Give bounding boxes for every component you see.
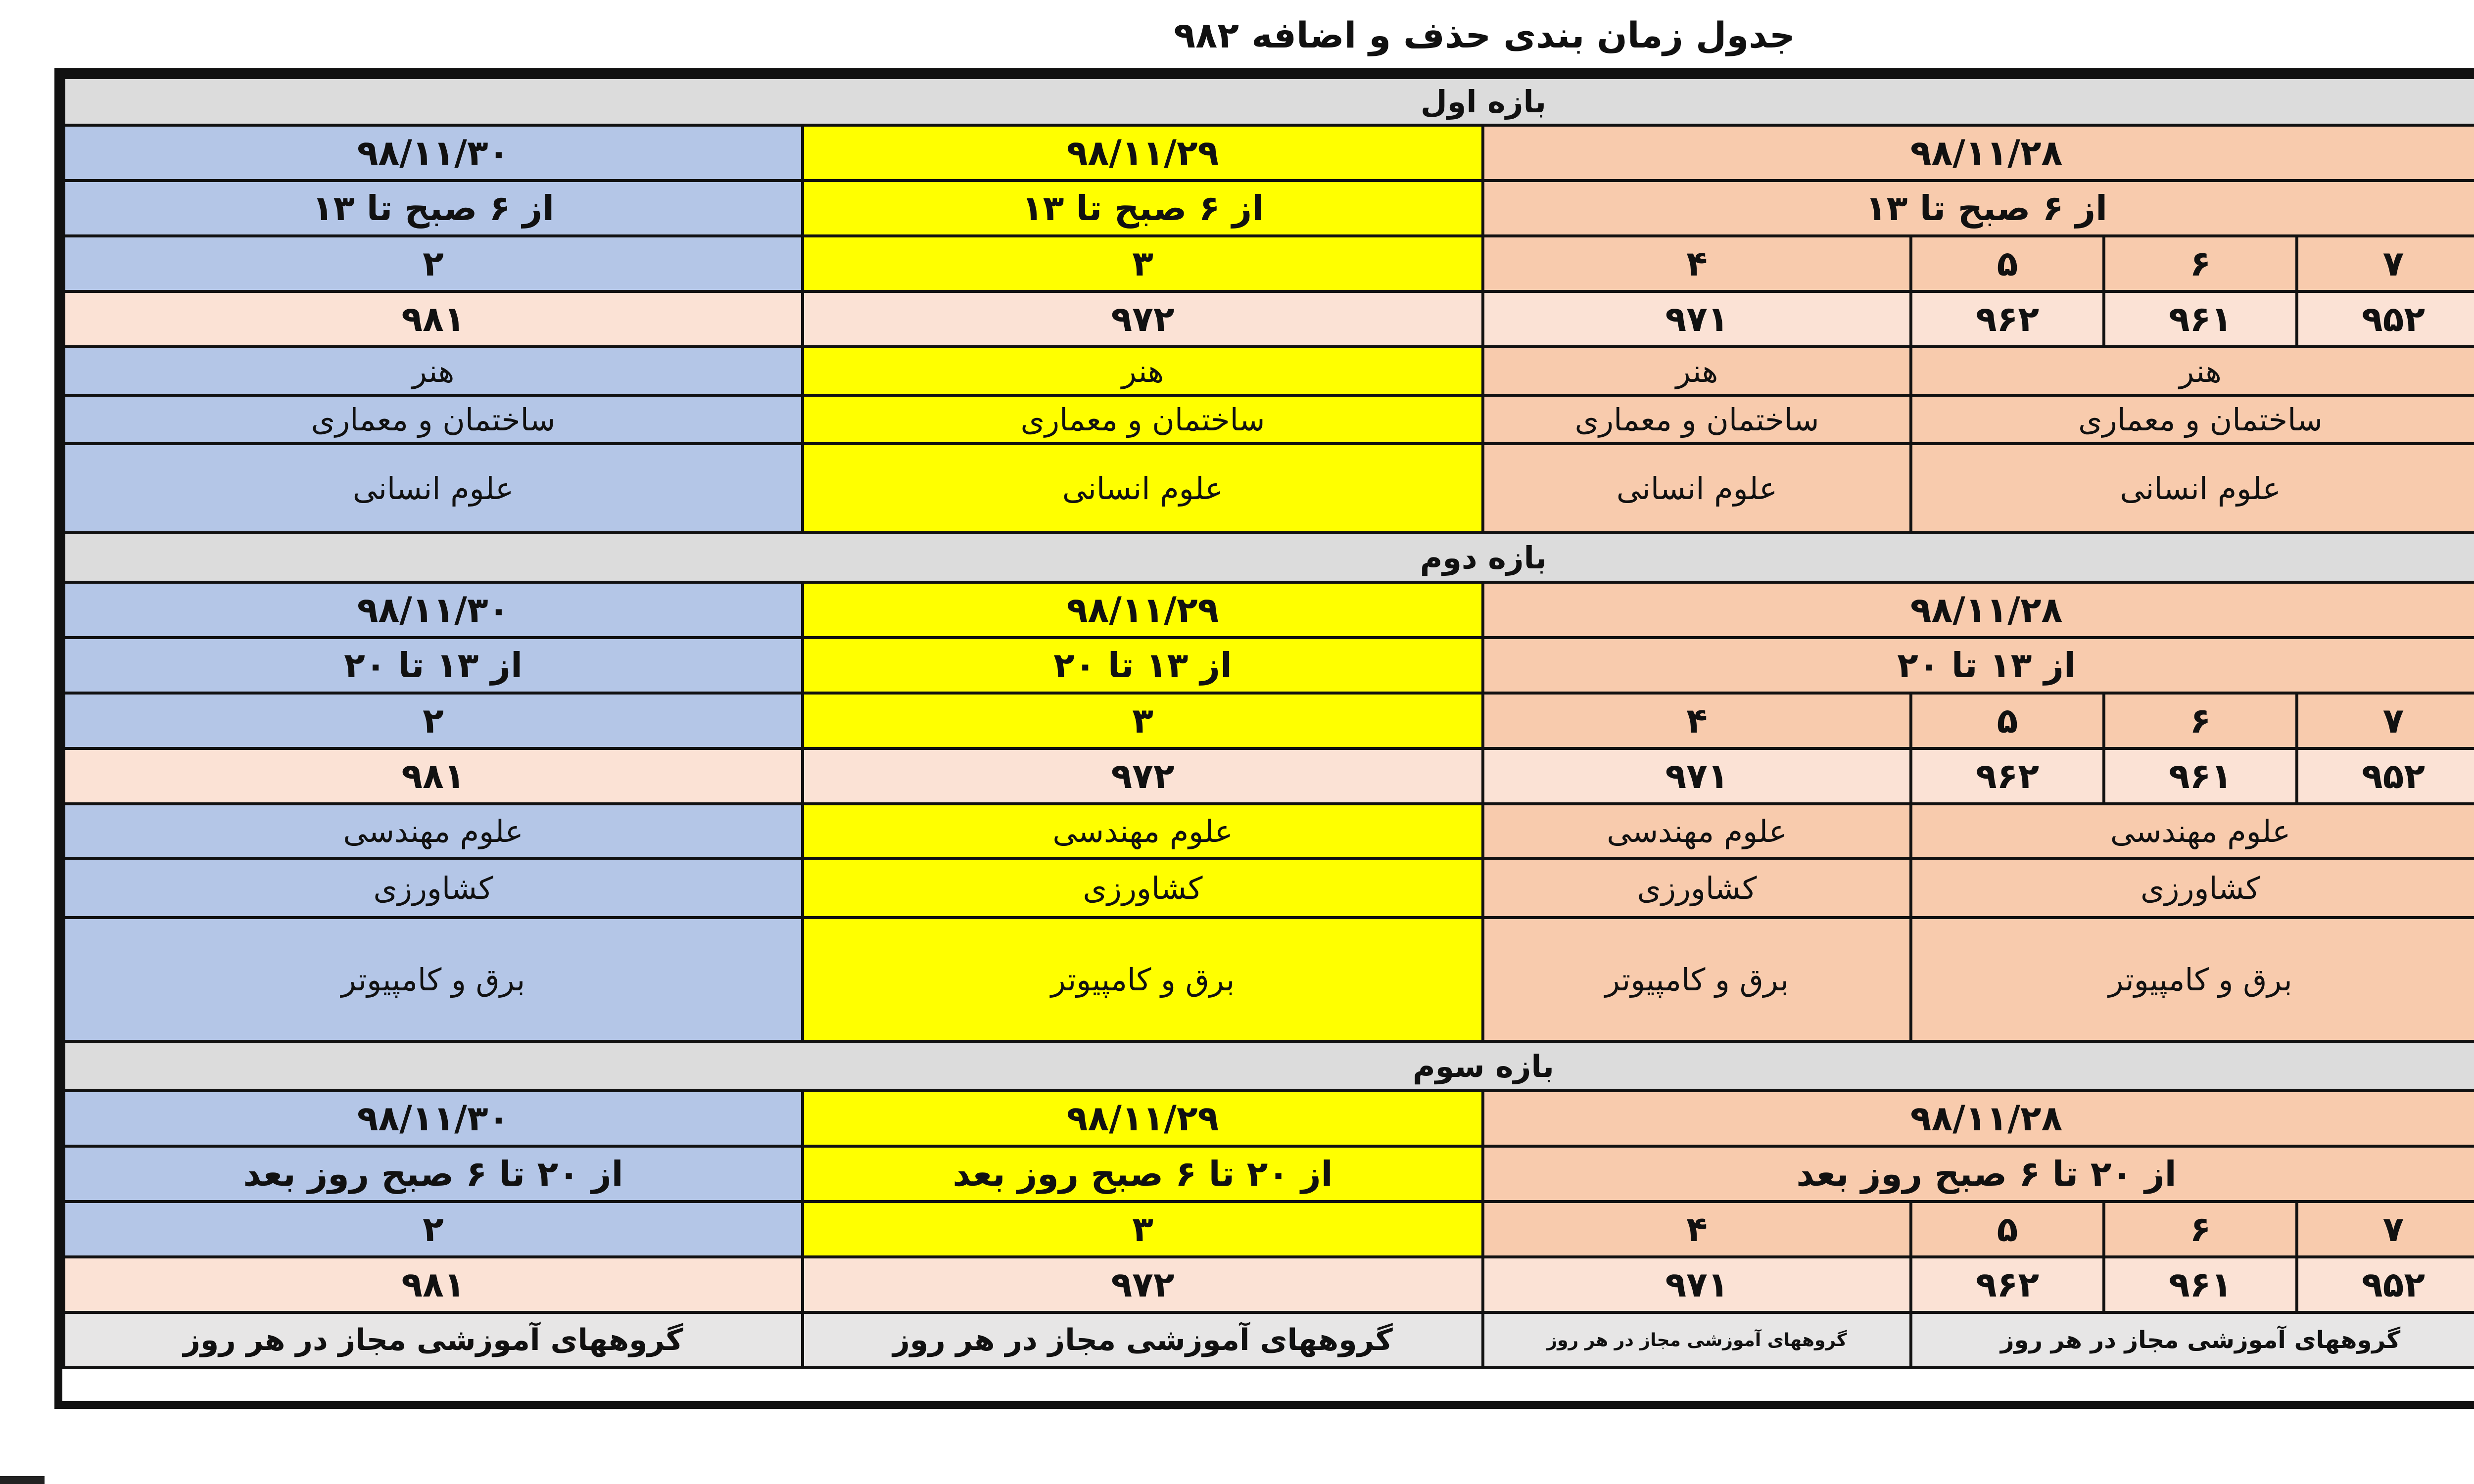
date-cell: ۹۸/۱۱/۲۹ (803, 582, 1483, 638)
entry-row (64, 748, 2474, 804)
page-title: جدول زمان بندی حذف و اضافه ۹۸۲ (1174, 14, 1795, 56)
date-cell: ۹۸/۱۱/۳۰ (64, 1091, 803, 1146)
group-row (64, 804, 2474, 858)
term-cell: ۳ (803, 236, 1483, 291)
period-title: بازه سوم (64, 1041, 2474, 1091)
period-band-row (64, 1041, 2474, 1091)
group-cell: هنر (64, 347, 803, 395)
entry-cell: ۹۶۱ (2104, 291, 2297, 347)
group-cell: کشاورزی (1911, 858, 2474, 918)
entry-cell: ۹۸۱ (64, 1257, 803, 1312)
group-cell: برق و کامپیوتر (1483, 918, 1911, 1041)
group-cell: کشاورزی (64, 858, 803, 918)
entry-cell: ۹۵۲ (2297, 1257, 2474, 1312)
footer-row (64, 1312, 2474, 1368)
footer-note: گروههای آموزشی مجاز در هر روز (1911, 1312, 2474, 1368)
time-cell: از ۱۳ تا ۲۰ (64, 638, 803, 693)
date-cell: ۹۸/۱۱/۲۸ (1483, 582, 2474, 638)
term-cell: ۴ (1483, 236, 1911, 291)
entry-cell: ۹۵۲ (2297, 291, 2474, 347)
term-cell: ۶ (2104, 693, 2297, 748)
group-cell: علوم مهندسی (803, 804, 1483, 858)
date-cell: ۹۸/۱۱/۲۸ (1483, 125, 2474, 181)
time-row (64, 181, 2474, 236)
group-cell: علوم انسانی (1483, 444, 1911, 533)
group-row (64, 444, 2474, 533)
period-title: بازه دوم (64, 533, 2474, 582)
period-title: بازه اول (64, 78, 2474, 125)
time-row (64, 638, 2474, 693)
entry-cell: ۹۶۲ (1911, 748, 2104, 804)
group-cell: علوم مهندسی (1483, 804, 1911, 858)
time-cell: از ۶ صبح تا ۱۳ (64, 181, 803, 236)
term-cell: ۷ (2297, 693, 2474, 748)
time-cell: از ۱۳ تا ۲۰ (803, 638, 1483, 693)
group-cell: هنر (1483, 347, 1911, 395)
date-cell: ۹۸/۱۱/۲۹ (803, 125, 1483, 181)
term-cell: ۲ (64, 236, 803, 291)
time-row (64, 1146, 2474, 1202)
group-cell: هنر (803, 347, 1483, 395)
period-band-row (64, 533, 2474, 582)
group-cell: کشاورزی (803, 858, 1483, 918)
term-cell: ۶ (2104, 236, 2297, 291)
entry-cell: ۹۷۱ (1483, 748, 1911, 804)
date-row (64, 125, 2474, 181)
group-cell: برق و کامپیوتر (64, 918, 803, 1041)
group-cell: کشاورزی (1483, 858, 1911, 918)
time-cell: از ۱۳ تا ۲۰ (1483, 638, 2474, 693)
entry-cell: ۹۶۲ (1911, 291, 2104, 347)
group-cell: علوم مهندسی (1911, 804, 2474, 858)
footer-note: گروههای آموزشی مجاز در هر روز (64, 1312, 803, 1368)
group-row (64, 918, 2474, 1041)
group-cell: علوم انسانی (803, 444, 1483, 533)
term-cell: ۷ (2297, 1202, 2474, 1257)
entry-row (64, 291, 2474, 347)
term-cell: ۵ (1911, 693, 2104, 748)
period-band-row (64, 78, 2474, 125)
group-cell: ساختمان و معماری (64, 395, 803, 444)
group-cell: ساختمان و معماری (803, 395, 1483, 444)
term-cell: ۳ (803, 693, 1483, 748)
time-cell: از ۲۰ تا ۶ صبح روز بعد (1483, 1146, 2474, 1202)
term-row (64, 1202, 2474, 1257)
time-cell: از ۶ صبح تا ۱۳ (803, 181, 1483, 236)
entry-cell: ۹۸۱ (64, 748, 803, 804)
entry-cell: ۹۵۲ (2297, 748, 2474, 804)
entry-cell: ۹۷۱ (1483, 291, 1911, 347)
date-cell: ۹۸/۱۱/۲۸ (1483, 1091, 2474, 1146)
group-cell: برق و کامپیوتر (803, 918, 1483, 1041)
entry-cell: ۹۷۲ (803, 1257, 1483, 1312)
entry-cell: ۹۷۱ (1483, 1257, 1911, 1312)
group-row (64, 347, 2474, 395)
group-cell: برق و کامپیوتر (1911, 918, 2474, 1041)
date-cell: ۹۸/۱۱/۳۰ (64, 582, 803, 638)
date-row (64, 1091, 2474, 1146)
schedule-table (62, 76, 2474, 1369)
entry-cell: ۹۶۱ (2104, 748, 2297, 804)
time-cell: از ۶ صبح تا ۱۳ (1483, 181, 2474, 236)
date-cell: ۹۸/۱۱/۳۰ (64, 125, 803, 181)
term-cell: ۳ (803, 1202, 1483, 1257)
date-cell: ۹۸/۱۱/۲۹ (803, 1091, 1483, 1146)
group-cell: ساختمان و معماری (1483, 395, 1911, 444)
term-cell: ۷ (2297, 236, 2474, 291)
group-cell: هنر (1911, 347, 2474, 395)
term-row (64, 693, 2474, 748)
term-cell: ۵ (1911, 236, 2104, 291)
entry-cell: ۹۷۲ (803, 291, 1483, 347)
group-cell: علوم مهندسی (64, 804, 803, 858)
time-cell: از ۲۰ تا ۶ صبح روز بعد (803, 1146, 1483, 1202)
term-cell: ۴ (1483, 693, 1911, 748)
entry-cell: ۹۶۱ (2104, 1257, 2297, 1312)
entry-row (64, 1257, 2474, 1312)
date-row (64, 582, 2474, 638)
group-row (64, 858, 2474, 918)
time-cell: از ۲۰ تا ۶ صبح روز بعد (64, 1146, 803, 1202)
term-cell: ۴ (1483, 1202, 1911, 1257)
term-cell: ۵ (1911, 1202, 2104, 1257)
entry-cell: ۹۶۲ (1911, 1257, 2104, 1312)
term-cell: ۲ (64, 1202, 803, 1257)
entry-cell: ۹۷۲ (803, 748, 1483, 804)
term-row (64, 236, 2474, 291)
footer-note: گروههای آموزشی مجاز در هر روز (803, 1312, 1483, 1368)
corner-logo (0, 1476, 45, 1484)
term-cell: ۶ (2104, 1202, 2297, 1257)
footer-note: گروههای آموزشی مجاز در هر روز (1483, 1312, 1911, 1368)
group-cell: علوم انسانی (1911, 444, 2474, 533)
entry-cell: ۹۸۱ (64, 291, 803, 347)
term-cell: ۲ (64, 693, 803, 748)
group-row (64, 395, 2474, 444)
group-cell: علوم انسانی (64, 444, 803, 533)
group-cell: ساختمان و معماری (1911, 395, 2474, 444)
